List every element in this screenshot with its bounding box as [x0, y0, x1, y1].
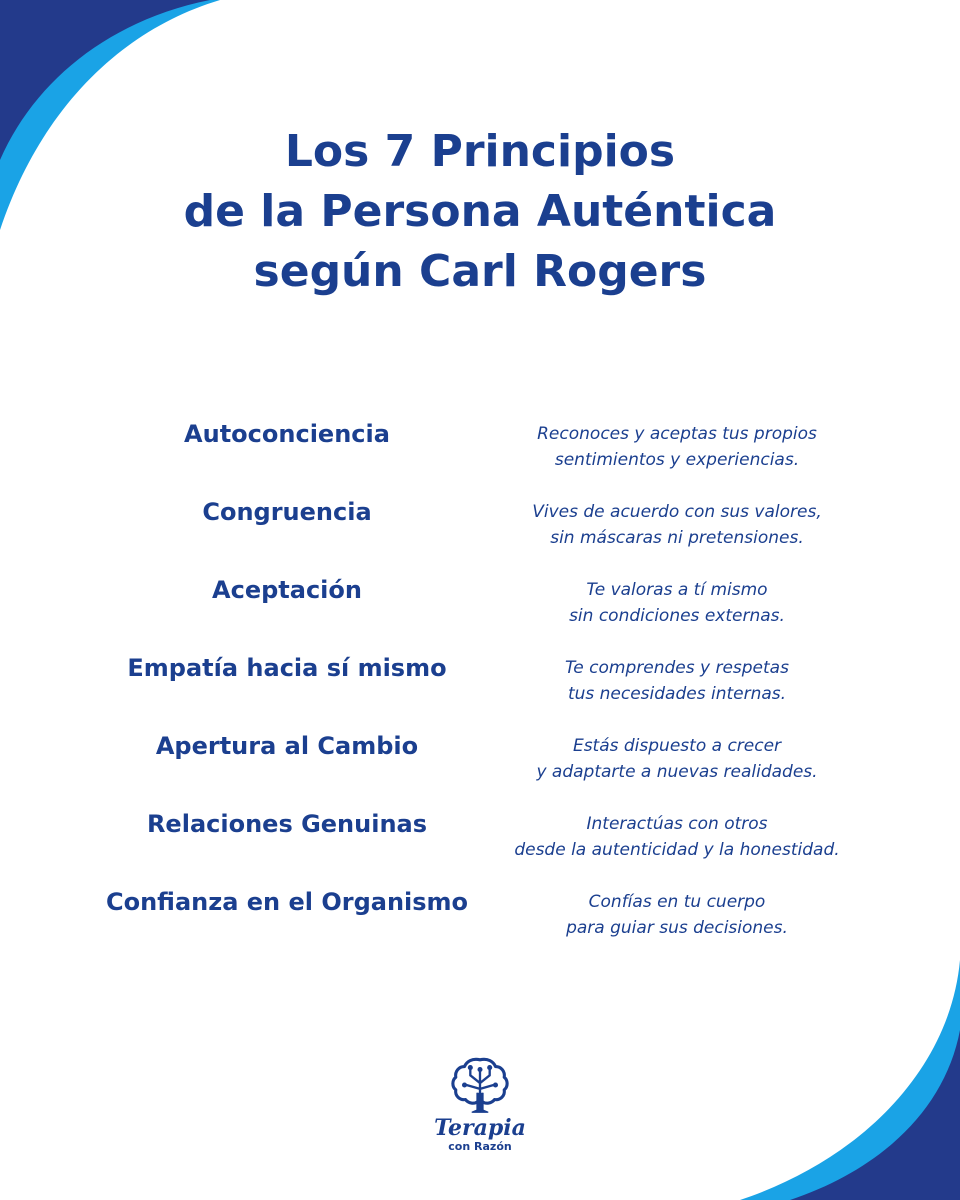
principle-row-apertura	[0, 723, 960, 801]
principle-row-aceptacion	[0, 567, 960, 645]
principle-row-relaciones	[0, 801, 960, 879]
principle-name: Relaciones Genuinas	[146, 810, 428, 838]
principle-name: Confianza en el Organismo	[105, 888, 469, 916]
principle-description-line: Reconoces y aceptas tus propios	[537, 424, 817, 444]
logo-subtext: con Razón	[448, 1140, 512, 1153]
brain-tree-icon	[449, 1054, 511, 1116]
principle-description-line: Te valoras a tí mismo	[586, 580, 768, 600]
principle-description-line: sin máscaras ni pretensiones.	[550, 528, 804, 548]
principle-description-line: Interactúas con otros	[586, 814, 768, 834]
principle-description-line: Vives de acuerdo con sus valores,	[532, 502, 822, 522]
principle-description	[470, 577, 884, 629]
principle-name: Congruencia	[202, 498, 372, 526]
principle-row-confianza	[0, 879, 960, 957]
principle-description-line: y adaptarte a nuevas realidades.	[536, 762, 818, 782]
principle-description-line: desde la autenticidad y la honestidad.	[514, 840, 840, 860]
principle-row-autoconciencia	[0, 411, 960, 489]
principle-description-line: Te comprendes y respetas	[565, 658, 789, 678]
principle-row-empatia	[0, 645, 960, 723]
title-line-3: según Carl Rogers	[253, 246, 707, 297]
principle-description	[470, 811, 884, 863]
principle-name: Apertura al Cambio	[155, 732, 419, 760]
principles-list	[0, 411, 960, 957]
brand-logo	[430, 1054, 530, 1164]
principle-description-line: sentimientos y experiencias.	[554, 450, 800, 470]
principle-row-congruencia	[0, 489, 960, 567]
principle-description	[470, 655, 884, 707]
principle-name: Aceptación	[212, 576, 362, 604]
page-title	[0, 122, 960, 302]
principle-description-line: sin condiciones externas.	[569, 606, 785, 626]
principle-name: Empatía hacia sí mismo	[127, 654, 447, 682]
principle-description	[470, 421, 884, 473]
principle-description-line: para guiar sus decisiones.	[566, 918, 788, 938]
principle-description	[470, 499, 884, 551]
principle-name: Autoconciencia	[184, 420, 390, 448]
principle-description	[470, 889, 884, 941]
principle-description-line: tus necesidades internas.	[567, 684, 787, 704]
principle-description-line: Confías en tu cuerpo	[588, 892, 766, 912]
principle-description	[470, 733, 884, 785]
principle-description-line: Estás dispuesto a crecer	[572, 736, 782, 756]
title-line-1: Los 7 Principios	[284, 126, 676, 177]
title-line-2: de la Persona Auténtica	[183, 186, 777, 237]
logo-script-text: Terapia	[434, 1115, 526, 1141]
